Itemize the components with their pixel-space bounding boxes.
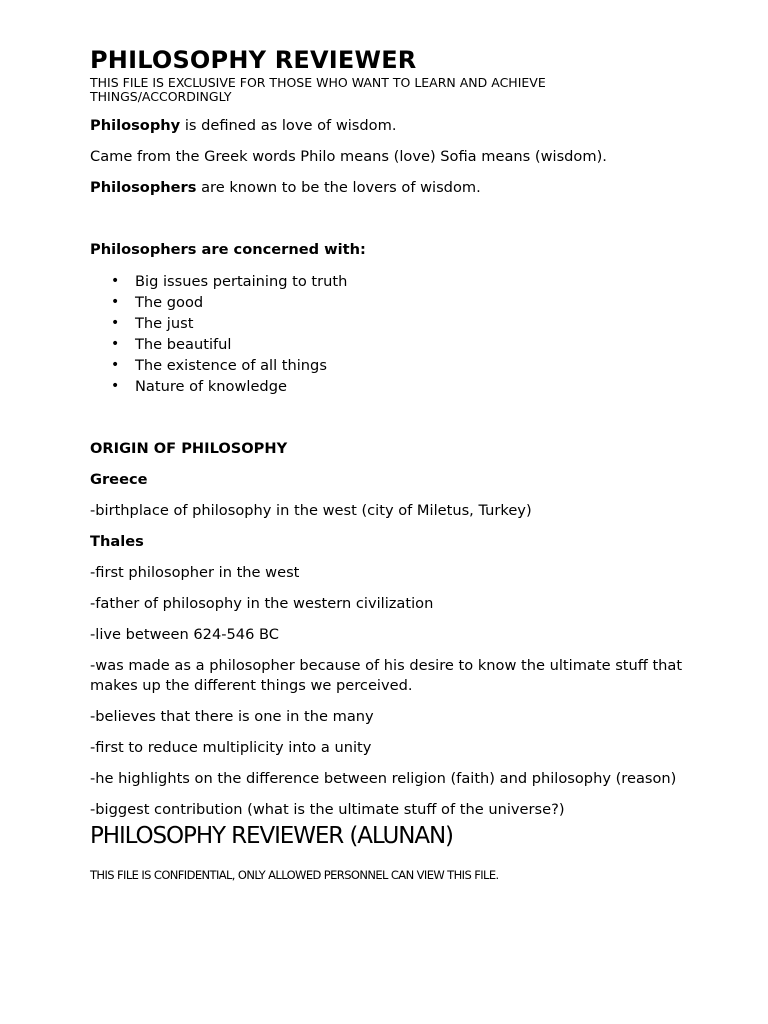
bullet-icon: •	[111, 294, 120, 310]
thales-point: -he highlights on the difference between religion (faith) and philosophy (reason)	[90, 770, 677, 787]
thales-point: -father of philosophy in the western civilization	[90, 595, 434, 612]
document-title: PHILOSOPHY REVIEWER	[90, 46, 417, 74]
document-page	[90, 44, 690, 882]
spacer	[90, 397, 690, 439]
concerns-heading: Philosophers are concerned with:	[90, 241, 366, 258]
thales-point: -first philosopher in the west	[90, 564, 300, 581]
list-item	[90, 355, 690, 376]
intro-paragraph	[90, 178, 690, 198]
list-item-text: The existence of all things	[135, 357, 327, 374]
section-heading-origin: ORIGIN OF PHILOSOPHY	[90, 440, 288, 457]
subheading-greece: Greece	[90, 471, 148, 488]
bullet-icon: •	[111, 273, 120, 289]
footer-note: THIS FILE IS CONFIDENTIAL, ONLY ALLOWED PERSONNEL CAN VIEW THIS FILE.	[90, 868, 499, 882]
subheading-thales: Thales	[90, 533, 144, 550]
list-item	[90, 376, 690, 397]
thales-point: -believes that there is one in the many	[90, 708, 374, 725]
thales-point: -was made as a philosopher because of his desire to know the ultimate stuff that makes up the different things we perceived.	[90, 657, 683, 694]
list-item-text: Nature of knowledge	[135, 378, 287, 395]
concerns-list	[90, 271, 690, 397]
thales-point: -first to reduce multiplicity into a unity	[90, 739, 372, 756]
list-item	[90, 334, 690, 355]
thales-point: -biggest contribution (what is the ultimate stuff of the universe?)	[90, 801, 565, 818]
list-item	[90, 271, 690, 292]
bullet-icon: •	[111, 357, 120, 373]
document-subtitle: THIS FILE IS EXCLUSIVE FOR THOSE WHO WANT TO LEARN AND ACHIEVE THINGS/ACCORDINGLY	[90, 75, 546, 104]
term-philosophers: Philosophers	[90, 179, 197, 196]
thales-point: -live between 624-546 BC	[90, 626, 279, 643]
intro-paragraph	[90, 116, 690, 136]
list-item-text: Big issues pertaining to truth	[135, 273, 348, 290]
etymology-text: Came from the Greek words Philo means (love) Sofia means (wisdom).	[90, 148, 607, 165]
list-item-text: The beautiful	[135, 336, 232, 353]
footer-title: PHILOSOPHY REVIEWER (ALUNAN)	[90, 823, 453, 849]
definition-text: are known to be the lovers of wisdom.	[196, 179, 481, 196]
list-item-text: The just	[135, 315, 194, 332]
bullet-icon: •	[111, 378, 120, 394]
term-philosophy: Philosophy	[90, 117, 181, 134]
list-item	[90, 292, 690, 313]
bullet-icon: •	[111, 315, 120, 331]
list-item	[90, 313, 690, 334]
bullet-icon: •	[111, 336, 120, 352]
list-item-text: The good	[135, 294, 204, 311]
spacer	[90, 209, 690, 240]
greece-text: -birthplace of philosophy in the west (city of Miletus, Turkey)	[90, 502, 532, 519]
definition-text: is defined as love of wisdom.	[180, 117, 397, 134]
intro-paragraph	[90, 147, 690, 167]
